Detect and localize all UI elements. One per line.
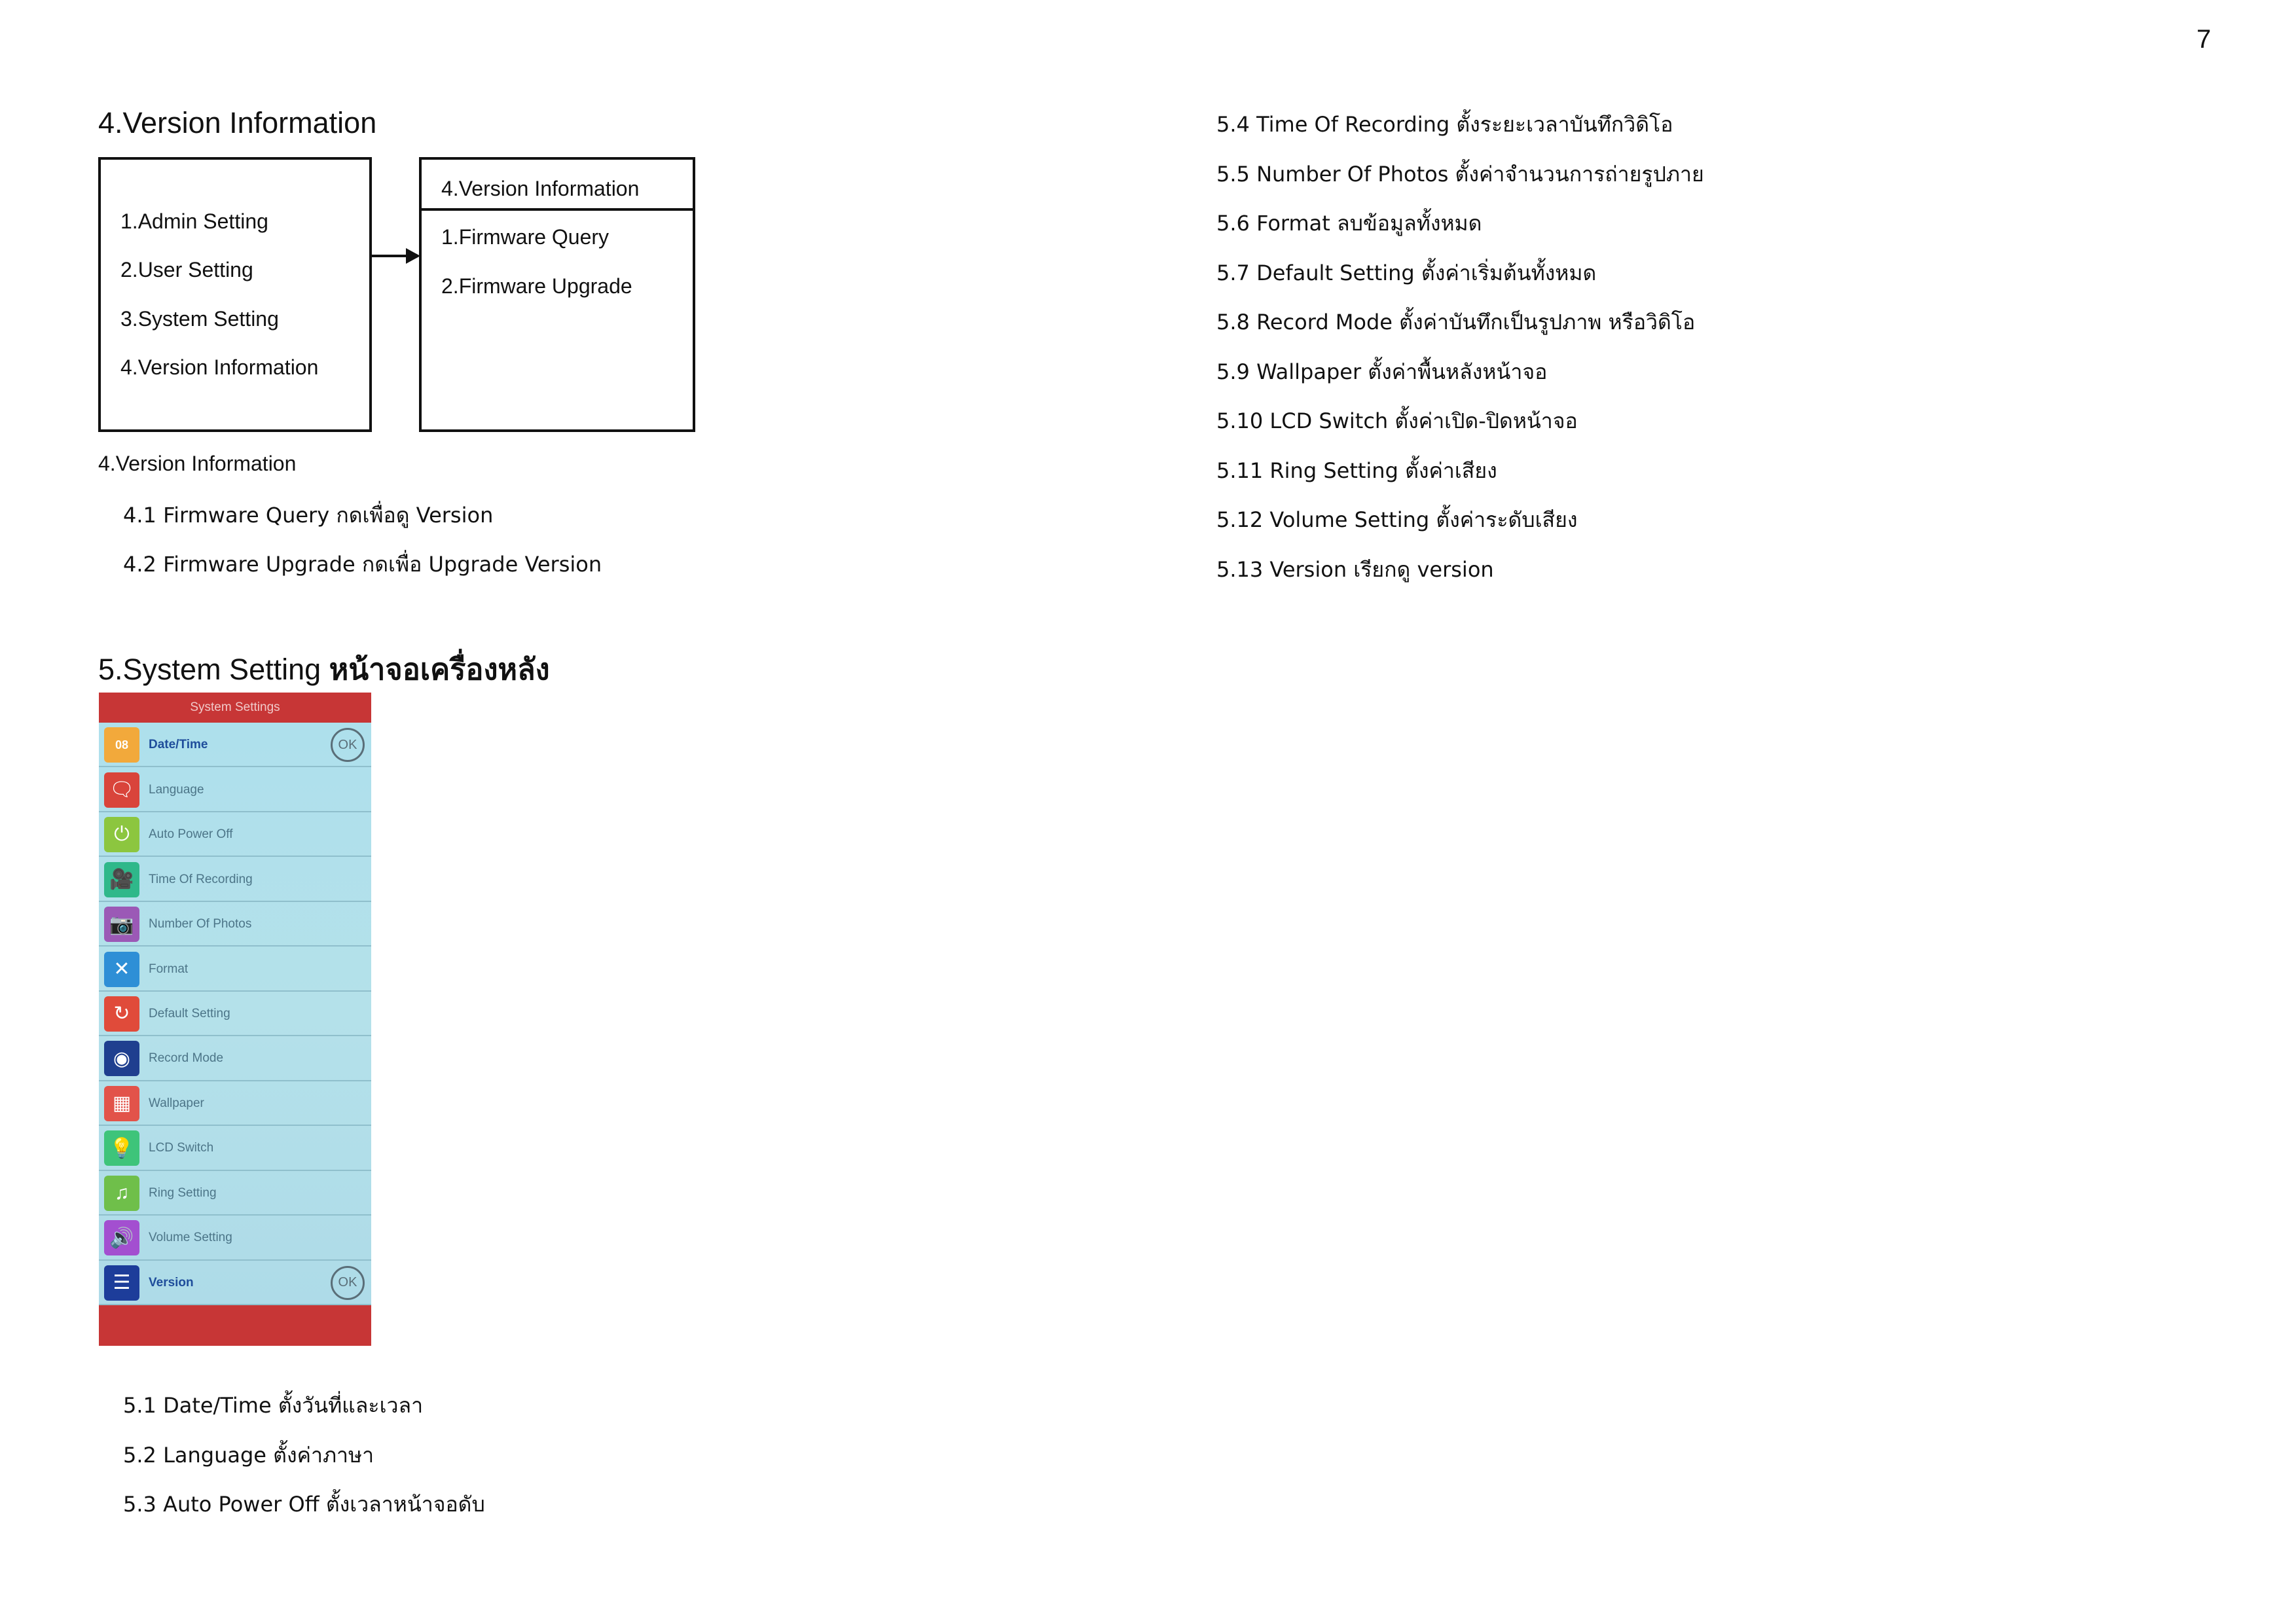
settings-row-label: Date/Time — [149, 738, 208, 752]
detail-5-1: 5.1 Date/Time ตั้งวันที่และเวลา — [123, 1393, 424, 1418]
settings-row-wallpaper[interactable] — [99, 1081, 371, 1126]
submenu-item-firmware-upgrade: 2.Firmware Upgrade — [441, 274, 632, 298]
page-number: 7 — [2196, 25, 2212, 54]
detail-5-6: 5.6 Format ลบข้อมูลทั้งหมด — [1216, 211, 1482, 236]
language-icon: 🗨 — [104, 772, 139, 808]
section5-heading — [98, 645, 550, 693]
detail-5-9: 5.9 Wallpaper ตั้งค่าพื้นหลังหน้าจอ — [1216, 359, 1548, 384]
record-mode-icon: ◉ — [104, 1041, 139, 1076]
submenu-item-firmware-query: 1.Firmware Query — [441, 225, 610, 249]
settings-row-number-of-photos[interactable] — [99, 902, 371, 947]
settings-row-version[interactable] — [99, 1261, 371, 1305]
detail-5-11: 5.11 Ring Setting ตั้งค่าเสียง — [1216, 458, 1497, 483]
settings-row-label: Default Setting — [149, 1006, 230, 1020]
settings-row-label: Record Mode — [149, 1051, 224, 1066]
wallpaper-icon: ▦ — [104, 1086, 139, 1121]
settings-row-language[interactable] — [99, 767, 371, 812]
lightbulb-icon: 💡 — [104, 1130, 139, 1166]
menu-item-admin-setting: 1.Admin Setting — [120, 209, 268, 233]
settings-row-label: Version — [149, 1275, 194, 1290]
settings-row-record-mode[interactable] — [99, 1036, 371, 1081]
settings-row-auto-power-off[interactable] — [99, 812, 371, 857]
settings-row-label: Volume Setting — [149, 1231, 232, 1245]
section4-caption: 4.Version Information — [98, 452, 297, 475]
section4-heading: 4.Version Information — [98, 106, 377, 139]
settings-row-label: Ring Setting — [149, 1185, 217, 1200]
settings-row-time-of-recording[interactable] — [99, 857, 371, 901]
settings-row-label: Wallpaper — [149, 1096, 204, 1110]
settings-row-volume-setting[interactable] — [99, 1216, 371, 1260]
main-menu-box — [98, 157, 372, 432]
speaker-icon: 🔊 — [104, 1220, 139, 1255]
menu-item-version-information: 4.Version Information — [120, 355, 319, 379]
detail-5-10: 5.10 LCD Switch ตั้งค่าเปิด-ปิดหน้าจอ — [1216, 408, 1578, 433]
camera-icon: 📷 — [104, 907, 139, 942]
screen-title: System Settings — [190, 700, 280, 714]
settings-row-label: Auto Power Off — [149, 827, 233, 842]
calendar-icon: 08 — [104, 727, 139, 763]
reset-icon: ↻ — [104, 996, 139, 1032]
detail-5-12: 5.12 Volume Setting ตั้งค่าระดับเสียง — [1216, 507, 1578, 532]
section5-heading-th: หน้าจอเครื่องหลัง — [329, 652, 550, 687]
menu-item-user-setting: 2.User Setting — [120, 258, 253, 281]
settings-row-label: Time Of Recording — [149, 872, 253, 886]
detail-5-2: 5.2 Language ตั้งค่าภาษา — [123, 1443, 374, 1468]
music-note-icon: ♫ — [104, 1176, 139, 1211]
settings-row-format[interactable] — [99, 947, 371, 991]
detail-5-7: 5.7 Default Setting ตั้งค่าเริ่มต้นทั้งหมด — [1216, 260, 1597, 285]
version-icon: ☰ — [104, 1265, 139, 1301]
section5-heading-en: 5.System Setting — [98, 653, 329, 686]
detail-4-1: 4.1 Firmware Query กดเพื่อดู Version — [123, 503, 494, 528]
submenu-box — [419, 157, 695, 432]
detail-5-3: 5.3 Auto Power Off ตั้งเวลาหน้าจอดับ — [123, 1492, 485, 1517]
detail-5-4: 5.4 Time Of Recording ตั้งระยะเวลาบันทึกวิดิโอ — [1216, 112, 1673, 137]
detail-5-5: 5.5 Number Of Photos ตั้งค่าจำนวนการถ่ายรูปภาย — [1216, 161, 1704, 187]
settings-row-ring-setting[interactable] — [99, 1171, 371, 1216]
settings-row-label: Number Of Photos — [149, 917, 252, 931]
system-settings-screenshot — [99, 693, 371, 1346]
settings-row-date-time[interactable] — [99, 723, 371, 767]
menu-item-system-setting: 3.System Setting — [120, 307, 279, 331]
format-icon: ✕ — [104, 952, 139, 987]
detail-4-2: 4.2 Firmware Upgrade กดเพื่อ Upgrade Version — [123, 552, 602, 577]
settings-row-lcd-switch[interactable] — [99, 1126, 371, 1170]
detail-5-13: 5.13 Version เรียกดู version — [1216, 556, 1494, 582]
video-camera-icon: 🎥 — [104, 862, 139, 897]
submenu-header: 4.Version Information — [422, 160, 693, 211]
settings-row-label: Language — [149, 782, 204, 797]
arrow-right-icon — [406, 248, 420, 264]
arrow-line — [372, 255, 409, 257]
settings-row-default-setting[interactable] — [99, 992, 371, 1036]
ok-button[interactable]: OK — [331, 1266, 365, 1300]
ok-button[interactable]: OK — [331, 728, 365, 762]
power-icon: ⏻ — [104, 817, 139, 852]
settings-row-label: LCD Switch — [149, 1141, 214, 1155]
settings-list — [99, 723, 371, 1305]
detail-5-8: 5.8 Record Mode ตั้งค่าบันทึกเป็นรูปภาพ หรือวิดิโอ — [1216, 310, 1696, 334]
settings-row-label: Format — [149, 962, 189, 976]
